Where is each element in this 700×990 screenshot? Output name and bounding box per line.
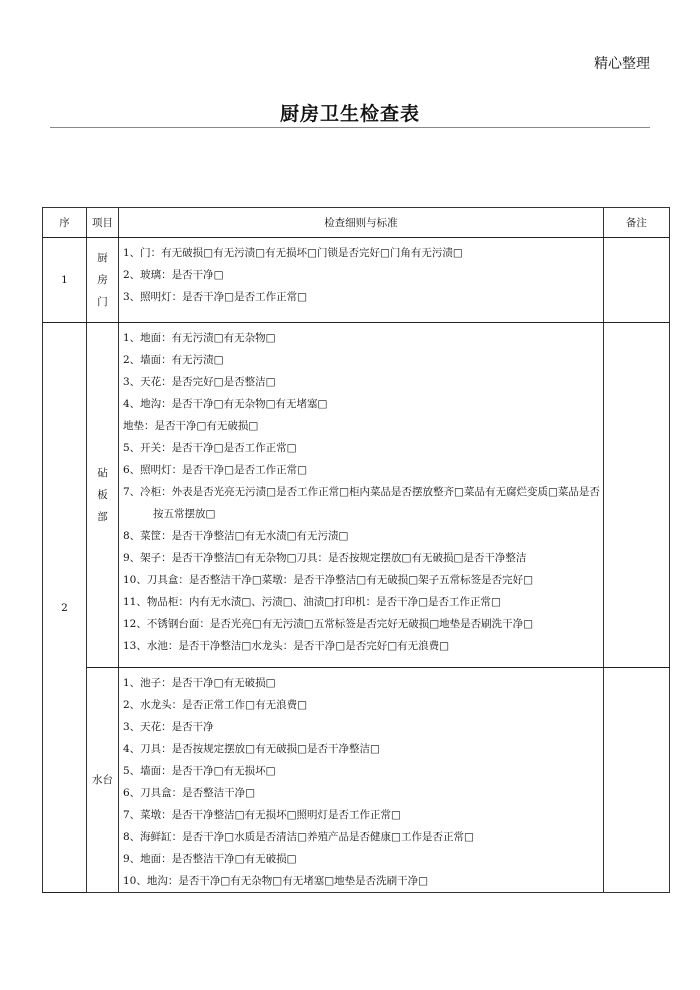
item-char: 房 <box>97 274 108 286</box>
detail-line: 3、照明灯：是否干净□是否工作正常□ <box>123 291 308 303</box>
detail-line: 按五常摆放□ <box>153 508 216 520</box>
detail-line: 3、天花：是否完好□是否整洁□ <box>123 376 276 388</box>
detail-line: 3、天花：是否干净 <box>123 721 214 733</box>
header-item: 项目 <box>87 208 119 238</box>
table-header-row <box>43 208 670 238</box>
detail-line: 9、地面：是否整洁干净□有无破损□ <box>123 853 297 865</box>
detail-line: 1、门：有无破损□有无污渍□有无损坏□门锁是否完好□门角有无污渍□ <box>123 247 463 259</box>
title-divider <box>50 127 650 128</box>
detail-line: 10、刀具盒：是否整洁干净□菜墩：是否干净整洁□有无破损□架子五常标签是否完好□ <box>123 574 534 586</box>
row-detail <box>119 668 604 893</box>
brand-label: 精心整理 <box>594 56 650 72</box>
inspection-table <box>42 207 670 893</box>
item-char: 板 <box>97 489 108 501</box>
detail-line: 5、开关：是否干净□是否工作正常□ <box>123 442 297 454</box>
detail-line: 4、地沟：是否干净□有无杂物□有无堵塞□ <box>123 398 328 410</box>
item-char: 门 <box>97 296 108 308</box>
table-row <box>43 323 670 668</box>
item-char: 砧 <box>97 467 108 479</box>
row-item: 水台 <box>87 668 119 893</box>
detail-line: 6、刀具盒：是否整洁干净□ <box>123 787 256 799</box>
row-seq: 1 <box>43 238 87 323</box>
header-detail: 检查细则与标准 <box>119 208 604 238</box>
row-note <box>603 238 669 323</box>
detail-line: 2、水龙头：是否正常工作□有无浪费□ <box>123 699 308 711</box>
row-note <box>603 668 669 893</box>
item-char: 厨 <box>97 252 108 264</box>
header-seq: 序 <box>43 208 87 238</box>
detail-line: 9、架子：是否干净整洁□有无杂物□刀具：是否按规定摆放□有无破损□是否干净整洁 <box>123 552 527 564</box>
row-detail <box>119 323 604 668</box>
item-char: 部 <box>97 511 108 523</box>
detail-line: 1、池子：是否干净□有无破损□ <box>123 677 276 689</box>
detail-line: 12、不锈钢台面：是否光亮□有无污渍□五常标签是否完好无破损□地垫是否刷洗干净□ <box>123 618 534 630</box>
detail-line: 5、墙面：是否干净□有无损坏□ <box>123 765 276 777</box>
detail-line: 1、地面：有无污渍□有无杂物□ <box>123 332 276 344</box>
detail-line: 10、地沟：是否干净□有无杂物□有无堵塞□地垫是否洗刷干净□ <box>123 875 429 887</box>
table-row <box>43 668 670 893</box>
header-note: 备注 <box>603 208 669 238</box>
detail-line: 7、菜墩：是否干净整洁□有无损坏□照明灯是否工作正常□ <box>123 809 401 821</box>
detail-line: 7、冷柜：外表是否光亮无污渍□是否工作正常□柜内菜品是否摆放整齐□菜品有无腐烂变质□菜品是否 <box>123 486 600 498</box>
detail-line: 2、玻璃：是否干净□ <box>123 269 224 281</box>
row-item <box>87 238 119 323</box>
row-note <box>603 323 669 668</box>
page-title: 厨房卫生检查表 <box>279 103 420 125</box>
row-seq: 2 <box>43 323 87 893</box>
detail-line: 11、物品柜：内有无水渍□、污渍□、油渍□打印机：是否干净□是否工作正常□ <box>123 596 501 608</box>
detail-line: 2、墙面：有无污渍□ <box>123 354 224 366</box>
detail-line: 6、照明灯：是否干净□是否工作正常□ <box>123 464 308 476</box>
detail-line: 8、菜筐：是否干净整洁□有无水渍□有无污渍□ <box>123 530 349 542</box>
table-row <box>43 238 670 323</box>
detail-line: 地垫：是否干净□有无破损□ <box>123 420 259 432</box>
detail-line: 8、海鲜缸：是否干净□水质是否清洁□养殖产品是否健康□工作是否正常□ <box>123 831 474 843</box>
detail-line: 4、刀具：是否按规定摆放□有无破损□是否干净整洁□ <box>123 743 380 755</box>
row-item <box>87 323 119 668</box>
detail-line: 13、水池：是否干净整洁□水龙头：是否干净□是否完好□有无浪费□ <box>123 640 450 652</box>
row-detail <box>119 238 604 323</box>
